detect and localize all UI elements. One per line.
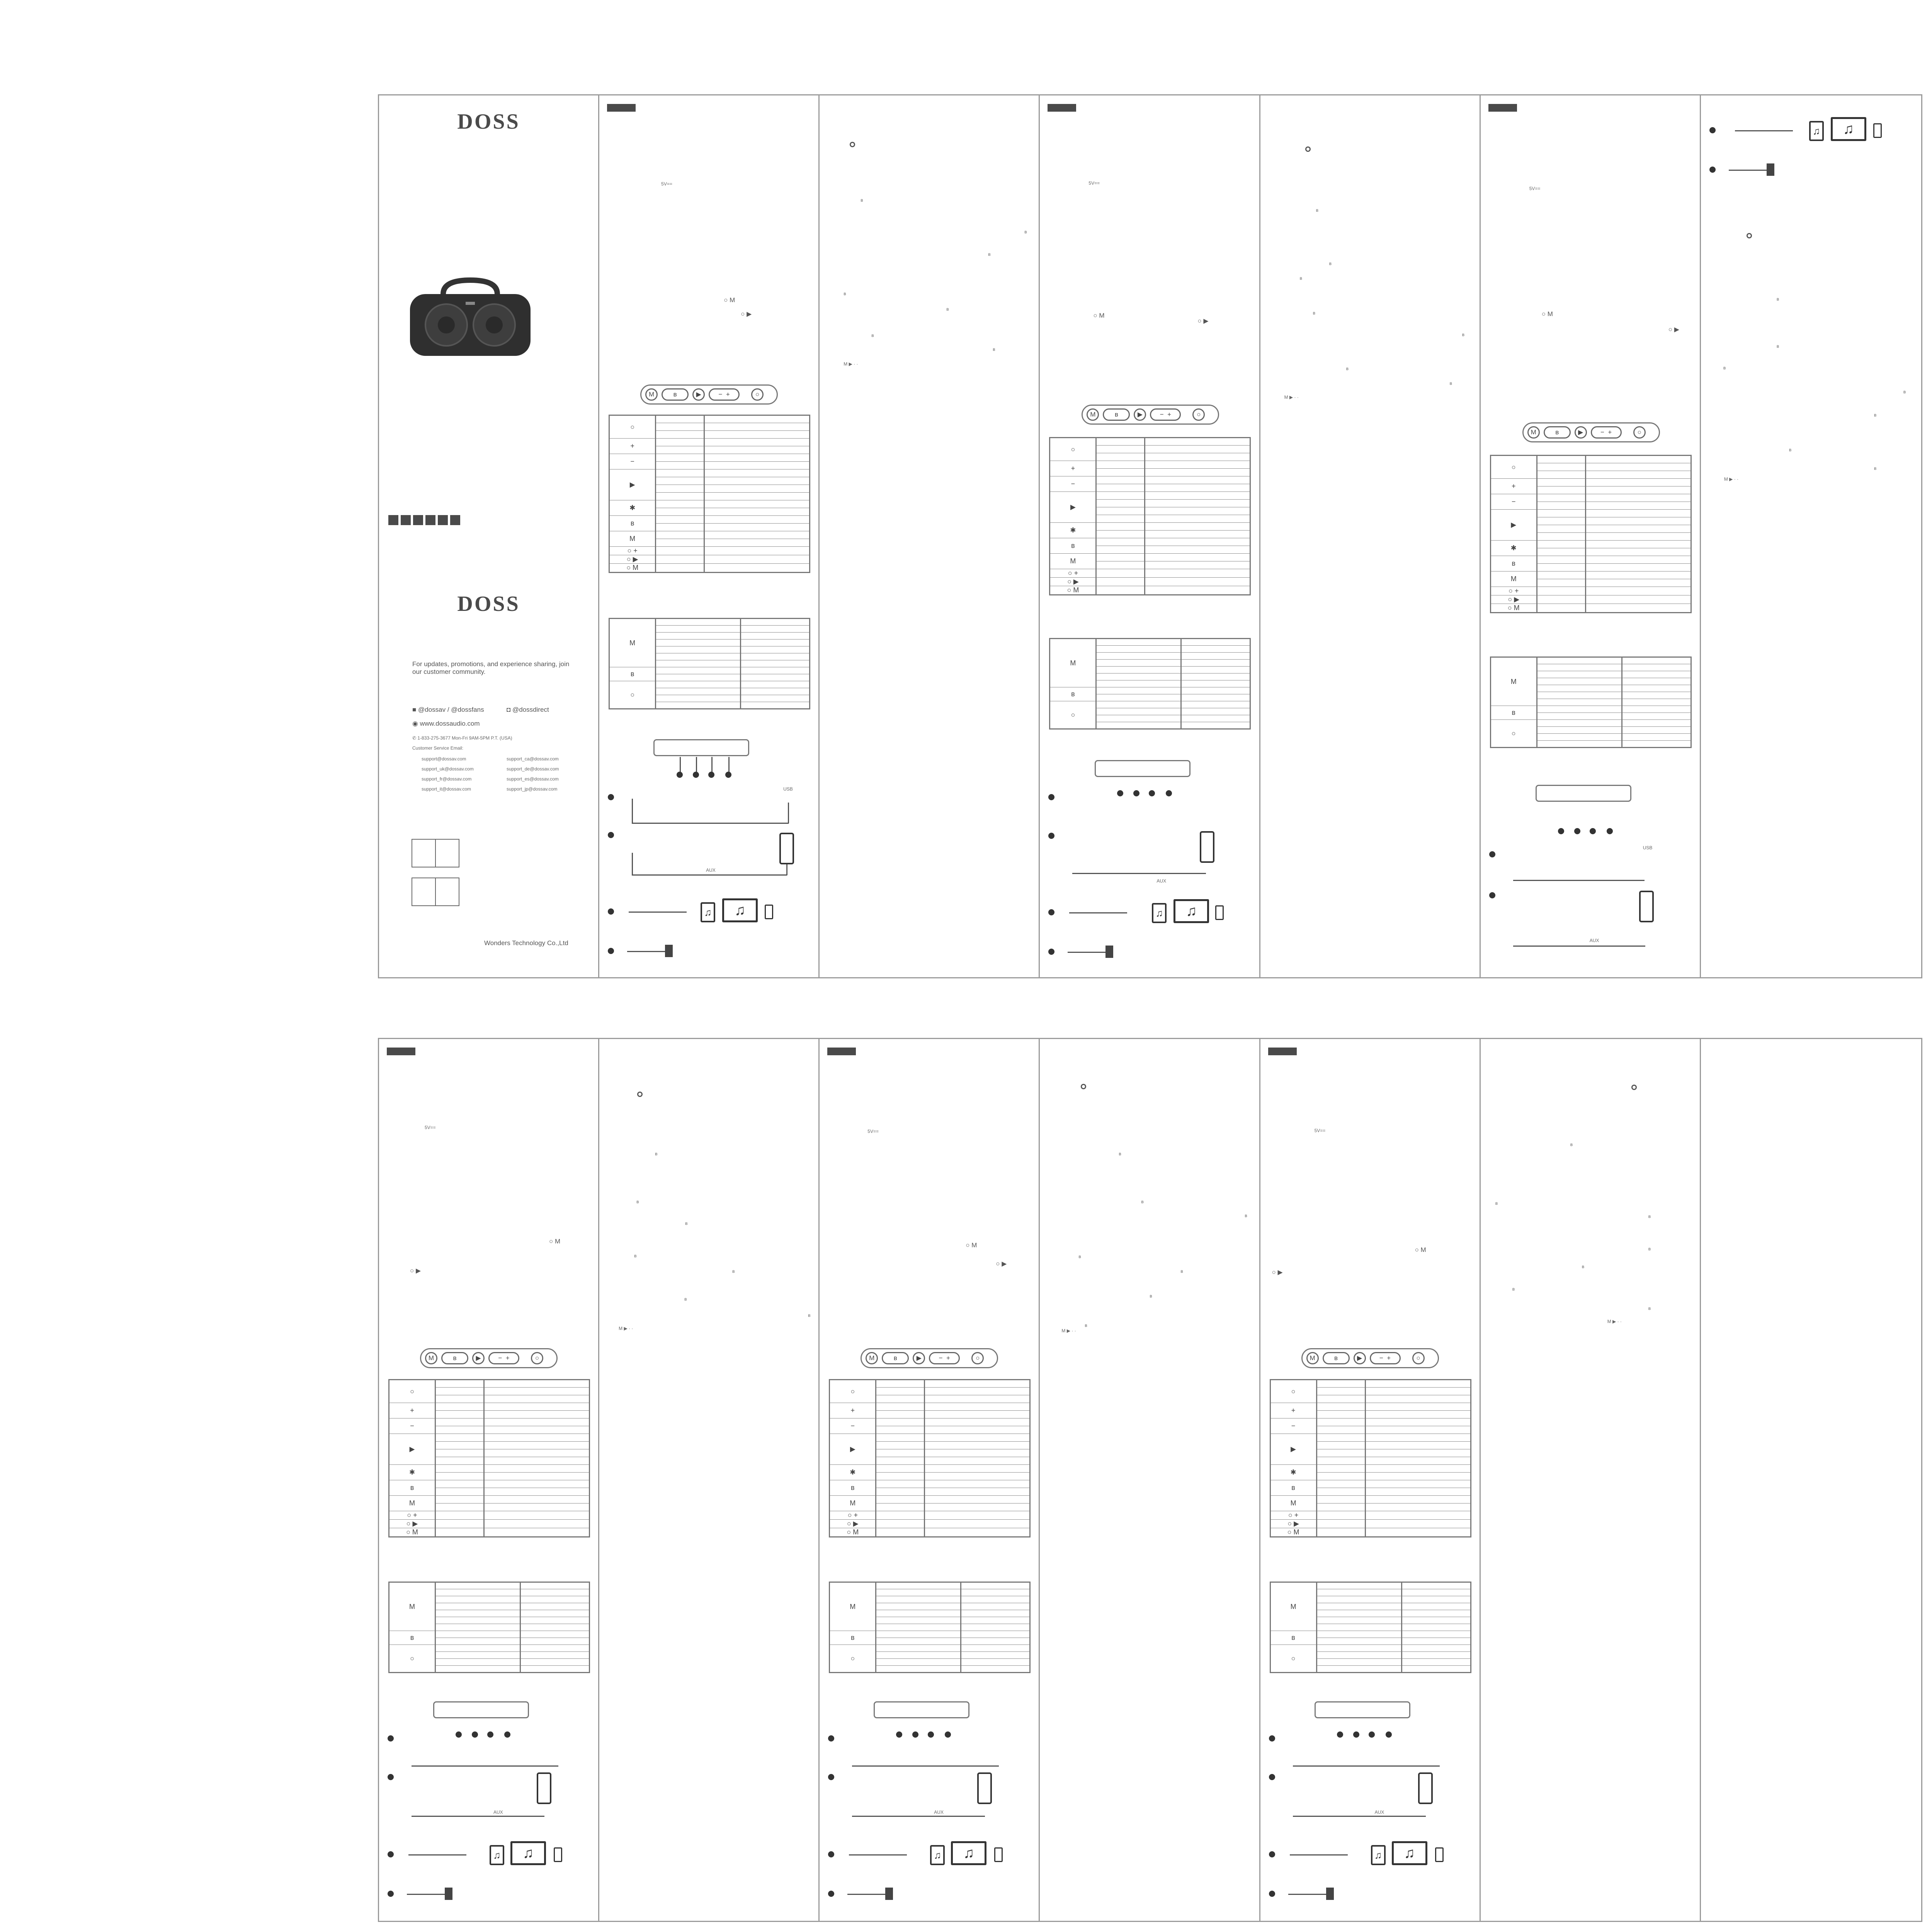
section-panel xyxy=(1481,95,1701,977)
mode-key: M xyxy=(645,388,658,401)
bt-symbol: ʙ xyxy=(1449,381,1452,386)
power-mode-combo: ○ M xyxy=(724,296,735,304)
manual-sheet-back xyxy=(378,1038,1922,1922)
community-text: For updates, promotions, and experience sharing, join our customer community. xyxy=(412,660,570,675)
charge-label: 5V== xyxy=(1088,180,1100,186)
bt-symbol: ʙ xyxy=(1141,1199,1144,1204)
language-tab xyxy=(827,1048,856,1055)
bt-symbol: ʙ xyxy=(1570,1142,1573,1147)
step-bullet xyxy=(1048,909,1054,915)
step-bullet xyxy=(608,794,614,800)
language-tab xyxy=(1488,104,1517,112)
step-bullet xyxy=(388,1774,394,1780)
power-play-combo: ○ ▶ xyxy=(741,310,752,318)
play-key: ▶ xyxy=(692,388,705,401)
control-panel-diagram xyxy=(640,384,778,405)
bt-symbol: ʙ xyxy=(1462,332,1464,337)
bt-symbol: ʙ xyxy=(1180,1269,1183,1274)
key-cell: − xyxy=(609,454,656,469)
tablet-icon: ♫ xyxy=(930,1845,945,1865)
section-panel xyxy=(379,1039,599,1921)
language-markers xyxy=(388,515,460,525)
power-mode-combo: ○ M xyxy=(1541,310,1553,318)
step-bullet xyxy=(1269,1891,1275,1897)
key-sequence: M ▶ · · xyxy=(619,1326,633,1331)
key-cell: M xyxy=(609,531,656,547)
emails-right xyxy=(507,754,559,794)
function-table: ○ + − ▶ ✱ ʙ M ○ + ○ ▶ ○ M xyxy=(1270,1379,1471,1537)
mode-table: M ʙ ○ xyxy=(1270,1582,1471,1673)
bt-symbol: ʙ xyxy=(1874,466,1877,471)
email[interactable]: support_uk@dossav.com xyxy=(422,766,474,772)
service-label: Customer Service Email: xyxy=(412,745,464,751)
company-name: Wonders Technology Co.,Ltd xyxy=(484,939,568,947)
bt-symbol: ʙ xyxy=(808,1313,811,1318)
section-panel xyxy=(599,95,820,977)
step-bullet xyxy=(388,1735,394,1742)
power-icon xyxy=(850,142,855,147)
aux-label: AUX xyxy=(1589,938,1599,943)
step-bullet xyxy=(608,948,614,954)
bt-symbol: ʙ xyxy=(1582,1264,1585,1269)
globe-icon: ◉ xyxy=(412,720,420,727)
bt-symbol: ʙ xyxy=(634,1253,637,1259)
step-bullet xyxy=(608,832,614,838)
laptop-icon: ♫ xyxy=(1392,1841,1427,1865)
step-bullet xyxy=(828,1774,834,1780)
bt-symbol: ʙ xyxy=(988,252,991,257)
charge-label: 5V== xyxy=(867,1129,879,1134)
aux-label: AUX xyxy=(493,1810,503,1815)
text-panel xyxy=(820,95,1040,977)
step-bullet xyxy=(388,1891,394,1897)
bt-symbol: ʙ xyxy=(1648,1246,1651,1252)
bt-symbol: ʙ xyxy=(1512,1286,1515,1292)
bt-symbol: ʙ xyxy=(684,1296,687,1302)
emails-left xyxy=(422,754,474,794)
ports-diagram xyxy=(1095,760,1190,777)
mode-table: M ʙ ○ xyxy=(1490,656,1692,748)
ports-diagram xyxy=(1315,1701,1410,1718)
bt-symbol: ʙ xyxy=(993,347,995,352)
power-icon xyxy=(1631,1085,1637,1090)
instagram-icon: ◘ xyxy=(507,706,512,713)
section-panel xyxy=(1040,95,1260,977)
bt-symbol: ʙ xyxy=(1776,344,1779,349)
bt-symbol: ʙ xyxy=(685,1221,688,1226)
text-panel xyxy=(1481,1039,1701,1921)
phone-icon xyxy=(1215,905,1224,920)
bt-key: ʙ xyxy=(662,388,689,401)
step-bullet xyxy=(1269,1735,1275,1742)
key-cell: M xyxy=(609,619,656,667)
tablet-icon: ♫ xyxy=(1809,121,1824,141)
laptop-icon: ♫ xyxy=(1831,117,1866,141)
website-link[interactable]: ◉ www.dossaudio.com xyxy=(412,720,480,727)
key-sequence: M ▶ · · xyxy=(1724,476,1739,482)
email[interactable]: support_it@dossav.com xyxy=(422,786,471,792)
mode-table: M ʙ ○ xyxy=(829,1582,1031,1673)
key-cell: ○ xyxy=(609,415,656,439)
charge-label: 5V== xyxy=(425,1125,436,1130)
bt-symbol: ʙ xyxy=(1245,1213,1247,1218)
control-panel-diagram: M ʙ ▶ − + ○ xyxy=(1082,405,1219,425)
step-bullet xyxy=(1709,167,1716,173)
function-table xyxy=(609,415,810,573)
step-bullet xyxy=(1489,892,1495,898)
function-table: ○ + − ▶ ✱ ʙ M ○ + ○ ▶ ○ M xyxy=(1490,455,1692,613)
bt-symbol: ʙ xyxy=(732,1269,735,1274)
power-icon xyxy=(637,1092,643,1097)
usb-stick-icon xyxy=(1105,946,1113,958)
phone-icon xyxy=(779,833,794,864)
control-panel-diagram: M ʙ ▶ − + ○ xyxy=(861,1348,998,1368)
ports-diagram xyxy=(433,1701,529,1718)
phone-icon xyxy=(537,1772,551,1804)
aux-label: AUX xyxy=(1374,1810,1384,1815)
step-bullet xyxy=(608,908,614,915)
bt-symbol: ʙ xyxy=(1313,310,1315,316)
bt-symbol: ʙ xyxy=(1648,1214,1651,1219)
email[interactable]: support_jp@dossav.com xyxy=(507,786,558,792)
bt-symbol: ʙ xyxy=(844,291,846,296)
key-cell: ○ + xyxy=(609,547,656,555)
phone-icon xyxy=(977,1772,992,1804)
text-panel xyxy=(599,1039,820,1921)
bt-symbol: ʙ xyxy=(1078,1254,1081,1259)
email[interactable]: support_fr@dossav.com xyxy=(422,776,472,782)
step-bullet xyxy=(828,1891,834,1897)
step-bullet xyxy=(1269,1851,1275,1857)
step-bullet xyxy=(1489,851,1495,857)
control-panel-diagram: M ʙ ▶ − + ○ xyxy=(420,1348,558,1368)
power-icon xyxy=(1081,1084,1086,1089)
power-mode-combo: ○ M xyxy=(549,1238,561,1245)
function-table: ○ + − ▶ ✱ ʙ M ○ + ○ ▶ ○ M xyxy=(1049,437,1251,595)
aux-label: AUX xyxy=(1156,878,1167,884)
text-panel xyxy=(1040,1039,1260,1921)
key-cell: ○ xyxy=(609,681,656,709)
bt-symbol: ʙ xyxy=(1024,229,1027,235)
power-icon xyxy=(1747,233,1752,238)
ports-diagram xyxy=(653,739,749,756)
laptop-icon: ♫ xyxy=(510,1841,546,1865)
usb-stick-icon xyxy=(1326,1888,1334,1900)
bt-symbol: ʙ xyxy=(1299,276,1302,281)
power-play-combo: ○ ▶ xyxy=(1272,1269,1283,1276)
function-table: ○ + − ▶ ✱ ʙ M ○ + ○ ▶ ○ M xyxy=(388,1379,590,1537)
language-tab xyxy=(387,1048,415,1055)
email[interactable]: support_ca@dossav.com xyxy=(507,756,559,762)
key-cell: ✱ xyxy=(609,500,656,516)
laptop-icon: ♫ xyxy=(951,1841,986,1865)
usb-label: USB xyxy=(1643,845,1653,850)
laptop-icon: ♫ xyxy=(722,898,758,922)
key-cell: ▶ xyxy=(609,469,656,500)
power-play-combo: ○ ▶ xyxy=(1668,326,1679,333)
power-play-combo: ○ ▶ xyxy=(996,1260,1007,1267)
language-tab xyxy=(1268,1048,1297,1055)
bt-symbol: ʙ xyxy=(1723,365,1726,371)
step-bullet xyxy=(1269,1774,1275,1780)
bt-symbol: ʙ xyxy=(1776,296,1779,302)
step-bullet xyxy=(1048,794,1054,800)
phone-icon xyxy=(1200,831,1214,863)
manual-sheet-front xyxy=(378,94,1922,978)
usb-stick-icon xyxy=(665,945,673,957)
tablet-icon: ♫ xyxy=(490,1845,504,1865)
key-sequence: M ▶ · · xyxy=(1607,1319,1622,1324)
phone-icon xyxy=(554,1847,562,1862)
phone-icon xyxy=(1873,123,1882,138)
brand-logo: DOSS xyxy=(457,110,520,134)
power-mode-combo: ○ M xyxy=(1093,312,1105,319)
bt-symbol: ʙ xyxy=(1648,1306,1651,1311)
usb-stick-icon xyxy=(1767,163,1774,176)
phone-icon xyxy=(1418,1772,1433,1804)
charge-label: 5V== xyxy=(661,181,672,187)
bt-symbol: ʙ xyxy=(1903,389,1906,395)
phone-icon: ✆ xyxy=(412,735,418,741)
mode-table: M ʙ ○ xyxy=(388,1582,590,1673)
bt-symbol: ʙ xyxy=(1329,261,1332,266)
key-cell: ʙ xyxy=(609,667,656,681)
bt-symbol: ʙ xyxy=(1495,1201,1498,1206)
key-cell: ʙ xyxy=(609,516,656,531)
bt-symbol: ʙ xyxy=(1085,1323,1087,1328)
bt-symbol: ʙ xyxy=(1874,412,1877,418)
email[interactable]: support_de@dossav.com xyxy=(507,766,559,772)
step-bullet xyxy=(1048,833,1054,839)
key-sequence: M ▶ · · xyxy=(1284,395,1299,400)
control-panel-diagram: M ʙ ▶ − + ○ xyxy=(1522,422,1660,442)
usb-label: USB xyxy=(783,786,793,792)
key-cell: + xyxy=(609,439,656,454)
phone-icon xyxy=(1639,891,1654,922)
tablet-icon: ♫ xyxy=(1371,1845,1386,1865)
bt-symbol: ʙ xyxy=(861,197,863,203)
brand-logo-back: DOSS xyxy=(457,592,520,616)
language-tab xyxy=(607,104,636,112)
qr-box xyxy=(412,839,459,867)
tablet-icon: ♫ xyxy=(1152,903,1167,923)
control-panel-diagram: M ʙ ▶ − + ○ xyxy=(1301,1348,1439,1368)
bt-symbol: ʙ xyxy=(871,333,874,338)
usb-stick-icon xyxy=(885,1888,893,1900)
bt-symbol: ʙ xyxy=(1119,1151,1121,1156)
mode-table xyxy=(609,618,810,709)
aux-label: AUX xyxy=(706,867,716,873)
aux-label: AUX xyxy=(934,1810,944,1815)
email[interactable]: support@dossav.com xyxy=(422,756,466,762)
phone-icon xyxy=(994,1847,1003,1862)
speaker-product-image xyxy=(408,277,532,357)
bt-symbol: ʙ xyxy=(1346,366,1349,371)
key-cell: ○ ▶ xyxy=(609,555,656,564)
phone-number: ✆ 1-833-275-3677 Mon-Fri 9AM-5PM P.T. (USA) xyxy=(412,735,512,741)
key-sequence: M ▶ · · xyxy=(1061,1328,1076,1333)
laptop-icon: ♫ xyxy=(1173,899,1209,923)
cover-panel xyxy=(379,95,599,977)
step-bullet xyxy=(1709,127,1716,133)
charge-label: 5V== xyxy=(1314,1128,1326,1133)
tablet-icon: ♫ xyxy=(701,902,715,922)
language-tab xyxy=(1048,104,1076,112)
step-bullet xyxy=(828,1851,834,1857)
bt-symbol: ʙ xyxy=(1150,1293,1152,1299)
usb-stick-icon xyxy=(445,1888,452,1900)
ports-diagram xyxy=(1536,785,1631,802)
section-panel xyxy=(820,1039,1040,1921)
key-sequence: M ▶ · · xyxy=(844,361,858,367)
key-cell: ○ M xyxy=(609,564,656,573)
ports-diagram xyxy=(874,1701,969,1718)
power-play-combo: ○ ▶ xyxy=(410,1267,421,1274)
power-mode-combo: ○ M xyxy=(1415,1246,1426,1253)
volume-key: − + xyxy=(709,388,740,401)
step-bullet xyxy=(388,1851,394,1857)
bt-symbol: ʙ xyxy=(636,1199,639,1204)
phone-icon xyxy=(765,905,773,919)
power-icon xyxy=(1305,146,1311,152)
text-panel xyxy=(1260,95,1481,977)
text-panel xyxy=(1701,95,1921,977)
facebook-icon: ■ xyxy=(412,706,418,713)
facebook-handle[interactable]: ■ @dossav / @dossfans xyxy=(412,706,484,713)
blank-panel xyxy=(1701,1039,1921,1921)
bt-symbol: ʙ xyxy=(946,306,949,312)
qr-box xyxy=(412,878,459,906)
mode-table: M ʙ ○ xyxy=(1049,638,1251,730)
charge-label: 5V== xyxy=(1529,186,1541,191)
bt-symbol: ʙ xyxy=(1316,207,1318,213)
power-mode-combo: ○ M xyxy=(966,1242,977,1249)
function-table: ○ + − ▶ ✱ ʙ M ○ + ○ ▶ ○ M xyxy=(829,1379,1031,1537)
step-bullet xyxy=(828,1735,834,1742)
step-bullet xyxy=(1048,949,1054,955)
power-play-combo: ○ ▶ xyxy=(1197,317,1209,325)
email[interactable]: support_es@dossav.com xyxy=(507,776,559,782)
bt-symbol: ʙ xyxy=(655,1151,658,1156)
section-panel xyxy=(1260,1039,1481,1921)
power-key: ○ xyxy=(751,388,764,401)
phone-icon xyxy=(1435,1847,1444,1862)
bt-symbol: ʙ xyxy=(1789,447,1792,452)
instagram-handle[interactable]: ◘ @dossdirect xyxy=(507,706,549,713)
